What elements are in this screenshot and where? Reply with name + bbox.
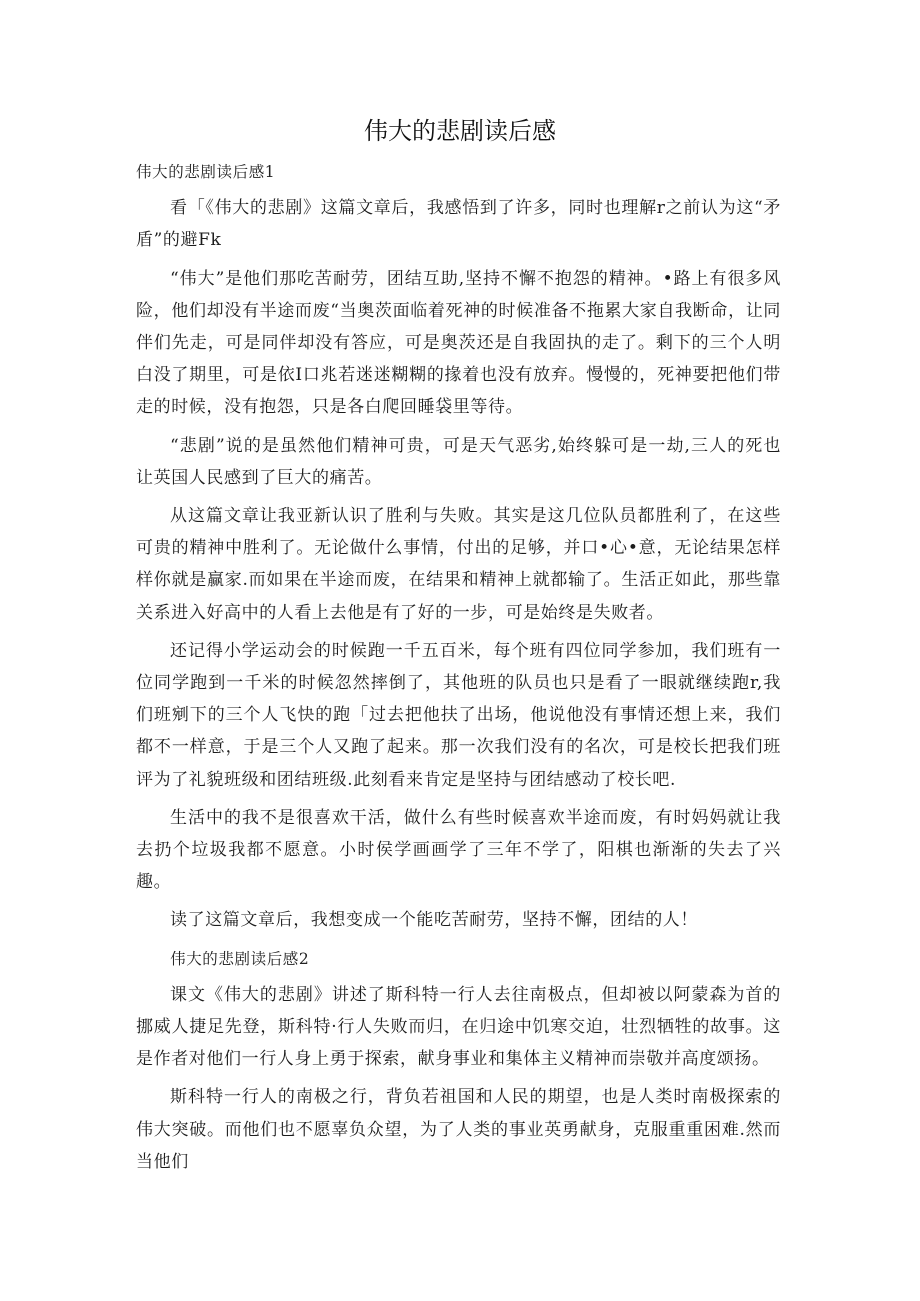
paragraph: 斯科特一行人的南极之行，背负若祖国和人民的期望，也是人类时南极探索的伟大突破。而他们也不愿辜负众望，为了人类的事业英勇献身，克服重重困难.然而当他们 [136, 1087, 781, 1172]
paragraph: “伟大”是他们那吃苦耐劳，团结互助,坚持不懈不抱怨的精神。•路上有很多风险，他们却没有半途而废“当奥茨面临着死神的时候准备不拖累大家自我断命，让同伴们先走，可是同伴却没有答应，可是奥茨还是自我固执的走了。剩下的三个人明白没了期里，可是依I口兆若迷迷糊糊的掾着也没有放弃。慢慢的，死神要把他们带走的时候，没有抱怨，只是各白爬回睡袋里等待。 [136, 268, 781, 418]
paragraph: 课文《伟大的悲剧》讲述了斯科特一行人去往南极点，但却被以阿蒙森为首的挪威人捷足先登，斯科特·行人失败而归，在归途中饥寒交迫，壮烈牺牲的故事。这是作者对他们一行人身上勇于探索，献身事业和集体主义精神而崇敬并高度颂扬。 [136, 984, 781, 1070]
paragraph: 生活中的我不是很喜欢干活，做什么有些时候喜欢半途而废，有时妈妈就让我去扔个垃圾我都不愿意。小时侯学画画学了三年不学了，阳棋也渐渐的失去了兴趣。 [136, 807, 781, 893]
section-heading-2: 伟大的悲剧读后感2 [170, 949, 310, 968]
document-body [136, 156, 781, 1184]
paragraph: 看「《伟大的悲剧》这篇文章后，我感悟到了许多，同时也理解r之前认为这“矛盾”的避Fk [136, 198, 781, 251]
paragraph: 读了这篇文章后，我想变成一个能吃苦耐劳，坚持不懈，团结的人！ [170, 910, 698, 931]
paragraph: 还记得小学运动会的时候跑一千五百米，每个班有四位同学参加，我们班有一位同学跑到一千米的时候忽然摔倒了，其他班的队员也只是看了一眼就继续跑r,我们班剜下的三个人飞快的跑「过去把他扶了出场，他说他没有事情还想上来，我们都不一样意，于是三个人又跑了起来。那一次我们没有的名次，可是校长把我们班评为了礼貌班级和团结班级.此刻看来肯定是坚持与团结感动了校长吧. [136, 640, 781, 790]
document-title: 伟大的悲剧读后感 [364, 117, 556, 145]
paragraph: “悲剧”说的是虽然他们精神可贵，可是天气恶劣,始终躲可是一劫,三人的死也让英国人民感到了巨大的痛苦。 [136, 435, 781, 488]
paragraph: 从这篇文章让我亚新认识了胜利与失败。其实是这几位队员都胜利了，在这些可贵的精神中胜利了。无论做什么事情，付出的足够，并口•心•意，无论结果怎样样你就是赢家.而如果在半途而废，在结果和精神上就都输了。生活正如此，那些靠关系进入好高中的人看上去他是有了好的一步，可是始终是失败者。 [136, 506, 781, 623]
section-heading-1: 伟大的悲剧读后感1 [136, 163, 276, 181]
